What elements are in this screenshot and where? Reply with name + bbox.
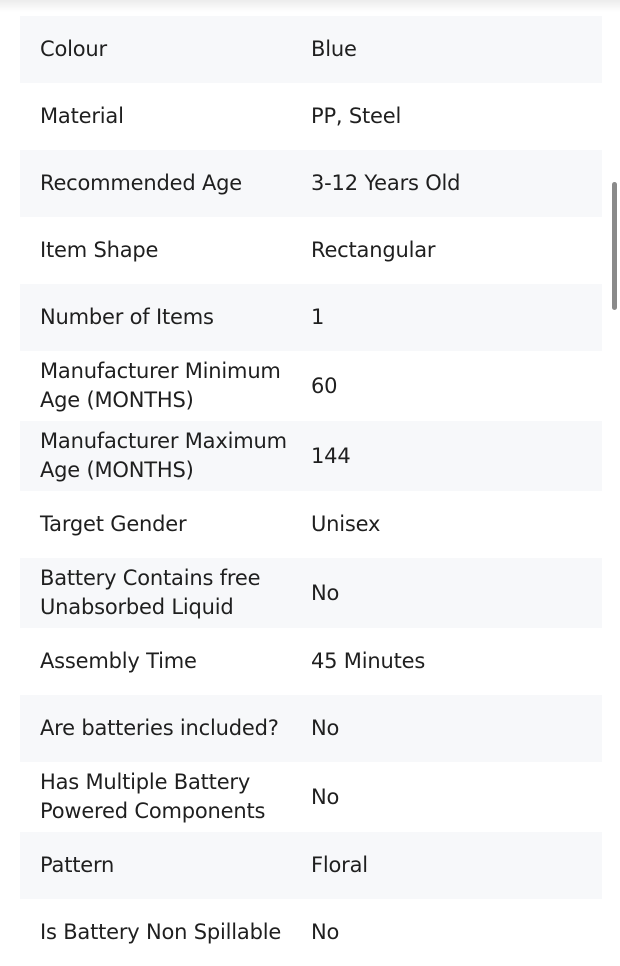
product-specs-table <box>20 16 602 966</box>
spec-value: No <box>311 920 340 944</box>
spec-value: No <box>311 784 340 809</box>
spec-label: Battery Contains free Unabsorbed Liquid <box>40 566 261 619</box>
spec-value: Rectangular <box>311 238 436 262</box>
spec-row-battery-liquid <box>20 558 602 628</box>
spec-label: Colour <box>40 37 107 61</box>
spec-row-battery-non-spillable <box>20 899 602 966</box>
spec-row-number-of-items <box>20 284 602 351</box>
spec-row-colour <box>20 16 602 83</box>
spec-value: 1 <box>311 305 325 329</box>
spec-label: Target Gender <box>40 512 187 536</box>
spec-row-pattern <box>20 832 602 899</box>
header-shadow <box>0 0 620 12</box>
spec-row-target-gender <box>20 491 602 558</box>
spec-value: 45 Minutes <box>311 649 426 673</box>
spec-row-min-age <box>20 351 602 421</box>
spec-value: Floral <box>311 853 368 877</box>
spec-label: Has Multiple Battery Powered Components <box>40 770 266 823</box>
spec-label: Manufacturer Minimum Age (MONTHS) <box>40 359 281 412</box>
spec-value: Unisex <box>311 512 381 536</box>
spec-label: Pattern <box>40 853 115 877</box>
spec-label: Item Shape <box>40 238 159 262</box>
spec-row-max-age <box>20 421 602 491</box>
spec-label: Manufacturer Maximum Age (MONTHS) <box>40 429 287 482</box>
spec-value: 144 <box>311 443 351 468</box>
spec-label: Assembly Time <box>40 649 197 673</box>
spec-value: Blue <box>311 37 357 61</box>
vertical-scrollbar[interactable] <box>612 182 617 310</box>
spec-value: No <box>311 716 340 740</box>
spec-value: 60 <box>311 373 338 398</box>
spec-row-multiple-battery <box>20 762 602 832</box>
spec-label: Is Battery Non Spillable <box>40 920 282 944</box>
spec-label: Number of Items <box>40 305 214 329</box>
spec-row-item-shape <box>20 217 602 284</box>
spec-row-batteries-included <box>20 695 602 762</box>
spec-value: PP, Steel <box>311 104 402 128</box>
spec-row-material <box>20 83 602 150</box>
spec-label: Material <box>40 104 124 128</box>
spec-row-recommended-age <box>20 150 602 217</box>
spec-value: No <box>311 580 340 605</box>
spec-label: Are batteries included? <box>40 716 279 740</box>
spec-label: Recommended Age <box>40 171 242 195</box>
spec-row-assembly-time <box>20 628 602 695</box>
spec-value: 3-12 Years Old <box>311 171 461 195</box>
